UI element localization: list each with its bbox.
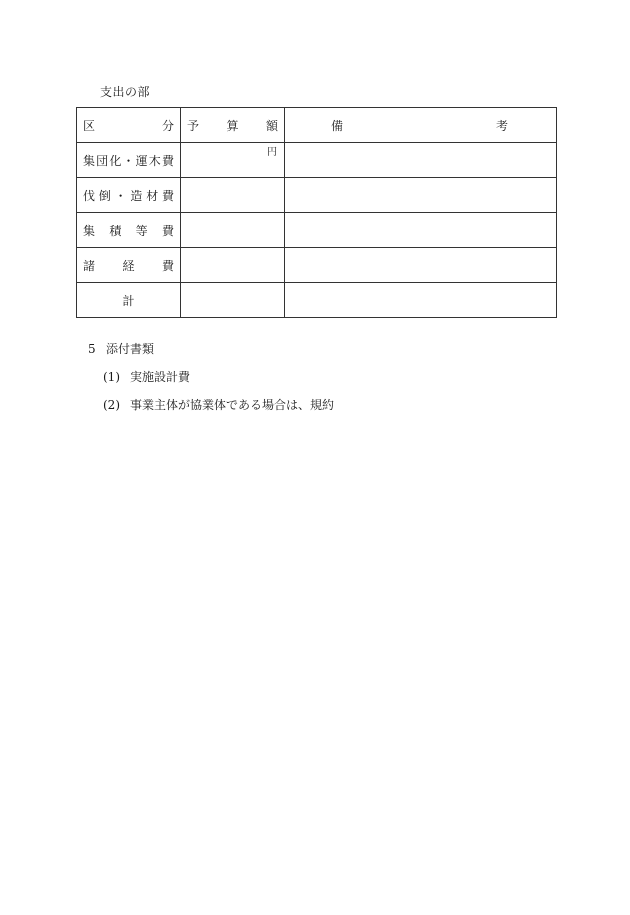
section-title: 支出の部: [100, 85, 151, 99]
header-remarks: 備 考: [285, 108, 557, 143]
table-row: [77, 213, 557, 248]
header-category: 区 分: [77, 108, 181, 143]
row-remarks: [285, 143, 557, 178]
table-row: [77, 143, 557, 178]
row-label: 諸 経 費: [77, 248, 181, 283]
row-label: 集 積 等 費: [77, 213, 181, 248]
currency-unit: 円: [267, 147, 277, 158]
table-row: [77, 178, 557, 213]
row-remarks: [285, 213, 557, 248]
table-header-row: [77, 108, 557, 143]
row-remarks: [285, 248, 557, 283]
attachment-item: (2) 事業主体が協業体である場合は、規約: [103, 398, 335, 412]
expenditure-table: [76, 107, 557, 318]
attachments-title: 添付書類: [106, 342, 155, 356]
table-total-row: [77, 283, 557, 318]
row-label: 集 団 化 ・ 運 木 費: [77, 143, 181, 178]
row-amount: [181, 143, 285, 178]
total-amount: [181, 283, 285, 318]
header-budget-amount: 予 算 額: [181, 108, 285, 143]
attachments-heading: [88, 341, 154, 357]
attachments-number: 5: [88, 342, 96, 356]
total-label: 計: [77, 283, 181, 318]
row-amount: [181, 213, 285, 248]
row-amount: [181, 248, 285, 283]
total-remarks: [285, 283, 557, 318]
row-amount: [181, 178, 285, 213]
row-label: 伐 倒 ・ 造 材 費: [77, 178, 181, 213]
table-row: [77, 248, 557, 283]
attachment-item: (1) 実施設計費: [103, 370, 191, 384]
row-remarks: [285, 178, 557, 213]
